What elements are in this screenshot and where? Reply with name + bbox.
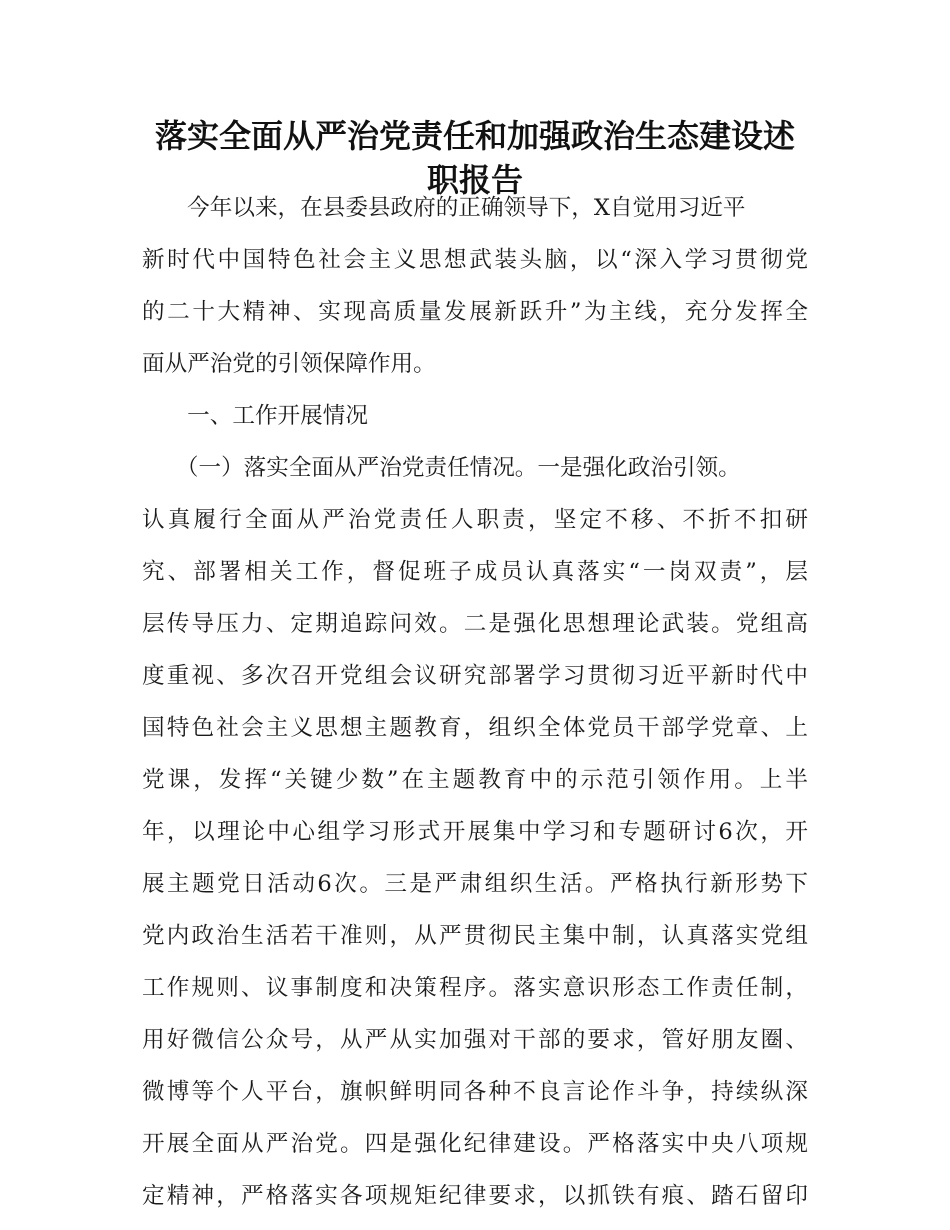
- paragraph-line: 度重视、多次召开党组会议研究部署学习贯彻习近平新时代中: [142, 663, 808, 689]
- paragraph-line: 面从严治党的引领保障作用。: [142, 351, 436, 377]
- paragraph-line: 的二十大精神、实现高质量发展新跃升”为主线，充分发挥全: [142, 299, 808, 325]
- paragraph-line: 展主题党日活动6次。三是严肃组织生活。严格执行新形势下: [142, 871, 808, 897]
- paragraph-line: 定精神，严格落实各项规矩纪律要求，以抓铁有痕、踏石留印: [142, 1183, 808, 1209]
- paragraph-line: 用好微信公众号，从严从实加强对干部的要求，管好朋友圈、: [142, 1027, 808, 1053]
- paragraph-line: 究、部署相关工作，督促班子成员认真落实“一岗双责”，层: [142, 559, 808, 585]
- paragraph-line: 今年以来，在县委县政府的正确领导下，X自觉用习近平: [142, 195, 746, 221]
- paragraph-line: 国特色社会主义思想主题教育，组织全体党员干部学党章、上: [142, 715, 808, 741]
- paragraph-line: 认真履行全面从严治党责任人职责，坚定不移、不折不扣研: [142, 507, 808, 533]
- paragraph-line: （一）落实全面从严治党责任情况。一是强化政治引领。: [142, 455, 741, 481]
- document-title-line-1: 落实全面从严治党责任和加强政治生态建设述: [154, 117, 795, 155]
- paragraph-line: 微博等个人平台，旗帜鲜明同各种不良言论作斗争，持续纵深: [142, 1079, 808, 1105]
- paragraph-line: 层传导压力、定期追踪问效。二是强化思想理论武装。党组高: [142, 611, 808, 637]
- paragraph-line: 工作规则、议事制度和决策程序。落实意识形态工作责任制，: [142, 975, 808, 1001]
- paragraph-line: 新时代中国特色社会主义思想武装头脑，以“深入学习贯彻党: [142, 247, 808, 273]
- paragraph-line: 党内政治生活若干准则，从严贯彻民主集中制，认真落实党组: [142, 923, 808, 949]
- paragraph-line: 开展全面从严治党。四是强化纪律建设。严格落实中央八项规: [142, 1131, 808, 1157]
- paragraph-line: 年，以理论中心组学习形式开展集中学习和专题研讨6次，开: [142, 819, 808, 845]
- section-heading: 一、工作开展情况: [142, 403, 368, 429]
- document-title-line-2: 职报告: [426, 161, 523, 199]
- paragraph-line: 党课，发挥“关键少数”在主题教育中的示范引领作用。上半: [142, 767, 808, 793]
